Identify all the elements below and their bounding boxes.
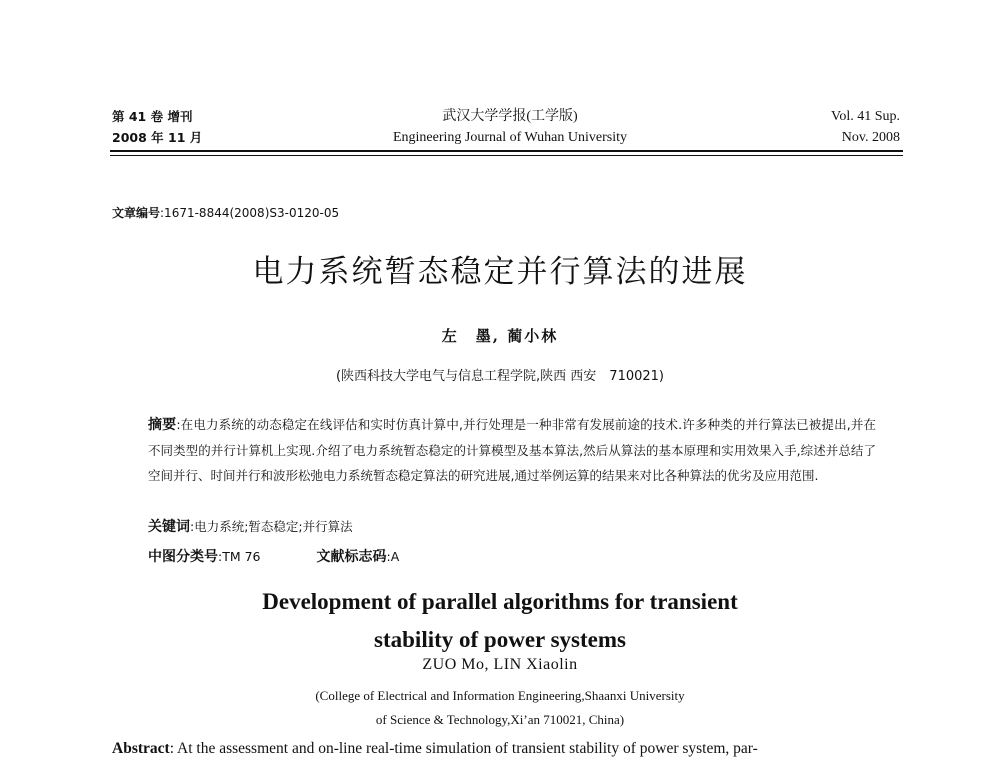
paper-title-en [0,583,1000,659]
journal-volume-info [112,106,202,148]
abstract-cn-label: 摘要 [148,417,177,433]
journal-volume-info-en [831,106,900,148]
abstract-cn [148,412,876,488]
authors-en: ZUO Mo, LIN Xiaolin [422,656,578,673]
keywords-cn [148,516,353,536]
article-number [112,204,339,221]
journal-name-cn: 武汉大学学报(工学版) [442,109,578,124]
abstract-en-label: Abstract [112,740,170,757]
document-code-label: 文献标志码 [316,549,387,565]
header-rule-thin [110,155,903,156]
keywords-cn-text: :电力系统;暂态稳定;并行算法 [190,519,353,534]
clc-label: 中图分类号 [148,549,218,565]
header-rule-thick [110,150,903,152]
paper-title-en-line2: stability of power systems [374,627,626,652]
journal-name [320,106,700,148]
publication-date-cn: 2008 年 11 月 [112,130,203,145]
journal-name-en: Engineering Journal of Wuhan University [392,130,627,145]
abstract-en [112,740,892,758]
publication-date-en: Nov. 2008 [841,130,900,145]
abstract-en-text: : At the assessment and on-line real-time simulation of transient stability of power system, par- [169,740,758,757]
abstract-cn-text: :在电力系统的动态稳定在线评估和实时仿真计算中,并行处理是一种非常有发展前途的技术.许多种类的并行算法已被提出,并在不同类型的并行计算机上实现.介绍了电力系统暂态稳定的计算模型及基本算法,然后从算法的基本原理和实用效果入手,综述并总结了空间并行、时间并行和波形松弛电力系统暂态稳定算法的研究进展,通过举例运算的结果来对比各种算法的优劣及应用范围. [148,417,877,483]
paper-title-cn: 电力系统暂态稳定并行算法的进展 [252,254,748,290]
affiliation-en-line1: (College of Electrical and Information Engineering,Shaanxi University [315,688,685,703]
classification-row [148,546,399,566]
paper-title-en-line1: Development of parallel algorithms for transient [262,589,738,614]
volume-issue: 第 41 卷 增刊 [112,109,193,124]
document-code-value: :A [386,549,400,564]
volume-en: Vol. 41 Sup. [831,109,900,124]
article-number-value: :1671-8844(2008)S3-0120-05 [160,206,340,220]
affiliation-en [0,684,1000,732]
authors-cn: 左 墨, 蔺小林 [441,327,559,345]
clc-value: :TM 76 [218,549,261,564]
article-number-label: 文章编号 [112,206,161,220]
affiliation-cn: (陕西科技大学电气与信息工程学院,陕西 西安 710021) [335,369,665,384]
keywords-cn-label: 关键词 [148,519,190,535]
affiliation-en-line2: of Science & Technology,Xi’an 710021, China) [375,712,625,727]
